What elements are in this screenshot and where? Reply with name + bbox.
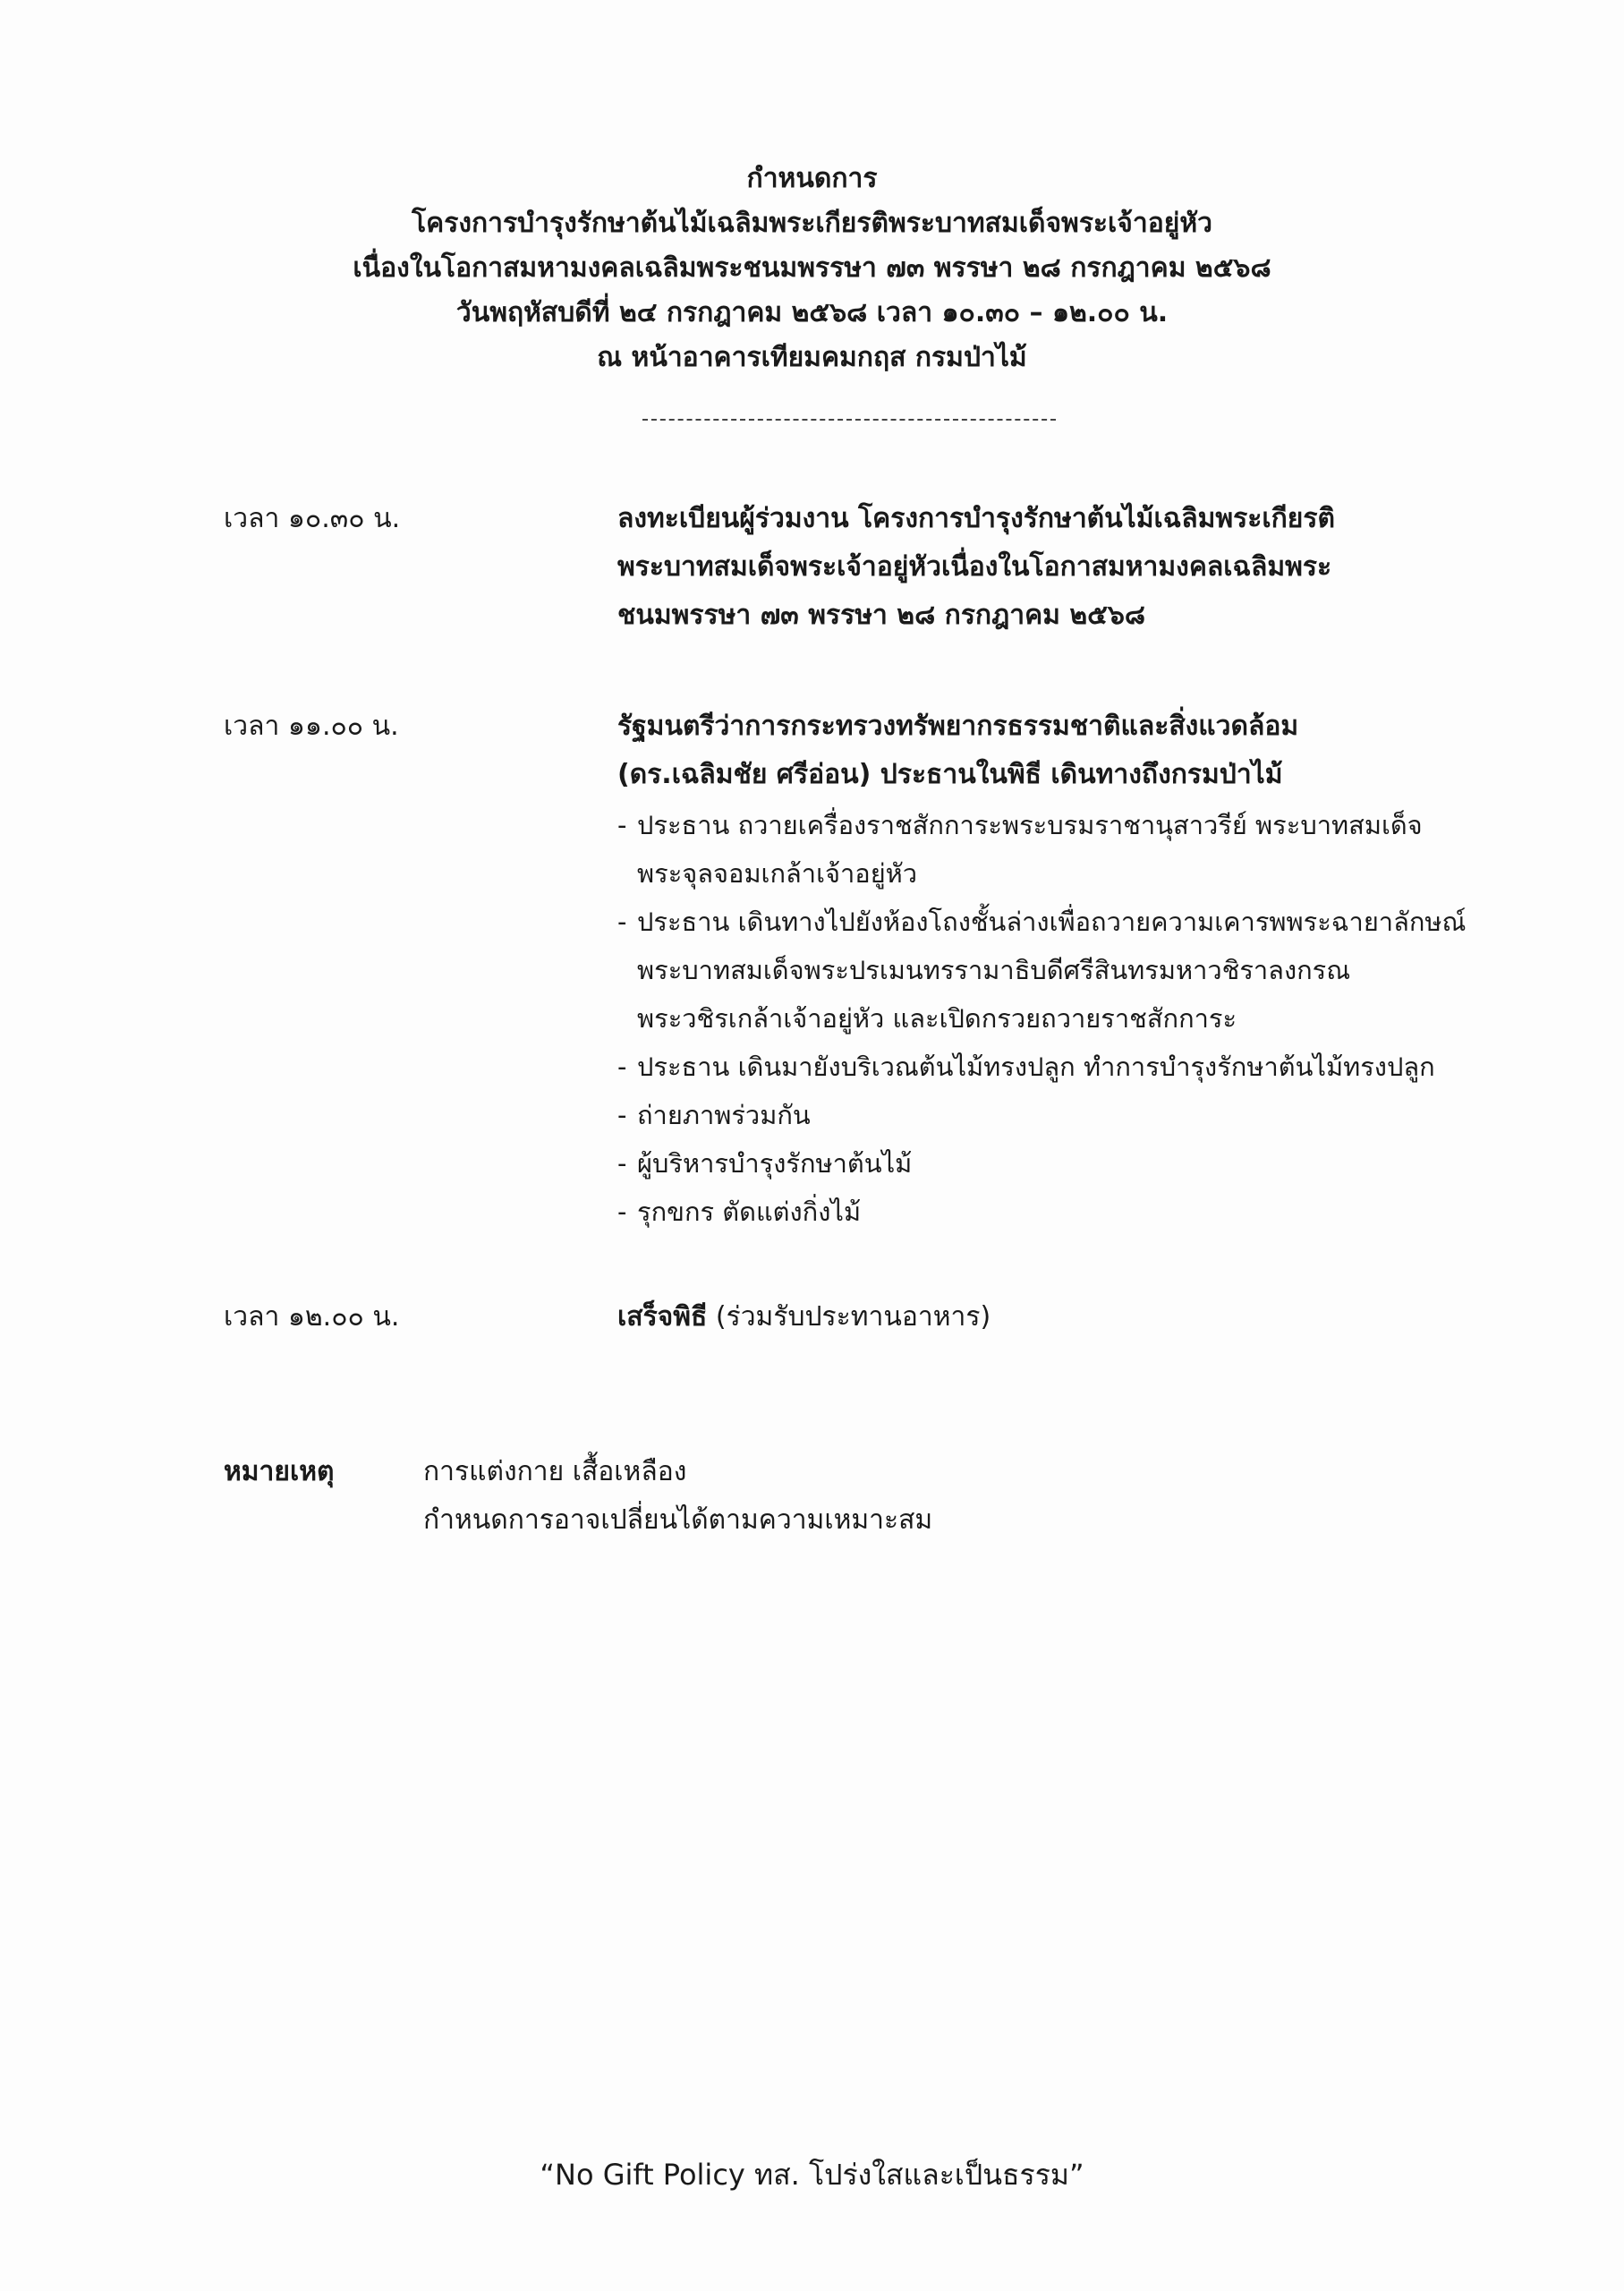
agenda-title-3 bbox=[617, 1293, 991, 1341]
list-item-line: พระวชิรเกล้าเจ้าอยู่หัว และเปิดกรวยถวายราชสักการะ bbox=[637, 1003, 1237, 1034]
agenda-title-1-line: ชนมพรรษา ๗๓ พรรษา ๒๘ กรกฎาคม ๒๕๖๘ bbox=[617, 600, 1146, 631]
remarks-text bbox=[423, 1448, 932, 1545]
bullet-dash: - bbox=[617, 1197, 627, 1227]
bullet-dash: - bbox=[617, 907, 627, 937]
header-title: กำหนดการ bbox=[746, 163, 878, 194]
header-occasion: เนื่องในโอกาสมหามงคลเฉลิมพระชนมพรรษา ๗๓ พรรษา ๒๘ กรกฎาคม ๒๕๖๘ bbox=[353, 252, 1271, 284]
list-item-line: พระบาทสมเด็จพระปรเมนทรรามาธิบดีศรีสินทรมหาวชิราลงกรณ bbox=[637, 955, 1351, 985]
list-item bbox=[617, 1139, 1530, 1188]
agenda-time-2: เวลา ๑๑.๐๐ น. bbox=[224, 711, 399, 742]
header-divider bbox=[642, 419, 1056, 421]
list-item-line: พระจุลจอมเกล้าเจ้าอยู่หัว bbox=[637, 858, 918, 889]
bullet-dash: - bbox=[617, 810, 627, 840]
agenda-time-1: เวลา ๑๐.๓๐ น. bbox=[224, 503, 401, 534]
header-date-time: วันพฤหัสบดีที่ ๒๔ กรกฎาคม ๒๕๖๘ เวลา ๑๐.๓๐ – ๑๒.๐๐ น. bbox=[455, 297, 1169, 328]
remarks-line: กำหนดการอาจเปลี่ยนได้ตามความเหมาะสม bbox=[423, 1504, 933, 1536]
list-item-line: ประธาน เดินมายังบริเวณต้นไม้ทรงปลูก ทำการบำรุงรักษาต้นไม้ทรงปลูก bbox=[637, 1052, 1435, 1082]
agenda-time-3: เวลา ๑๒.๐๐ น. bbox=[224, 1301, 400, 1333]
list-item-line: ผู้บริหารบำรุงรักษาต้นไม้ bbox=[637, 1148, 913, 1179]
agenda-title-2-line: (ดร.เฉลิมชัย ศรีอ่อน) ประธานในพิธี เดินทางถึงกรมป่าไม้ bbox=[617, 759, 1283, 790]
header-location: ณ หน้าอาคารเทียมคมกฤส กรมป่าไม้ bbox=[597, 342, 1027, 373]
closing-ceremony-label: เสร็จพิธี bbox=[617, 1301, 708, 1333]
header-project-name: โครงการบำรุงรักษาต้นไม้เฉลิมพระเกียรติพระบาทสมเด็จพระเจ้าอยู่หัว bbox=[412, 208, 1212, 239]
closing-ceremony-note: (ร่วมรับประทานอาหาร) bbox=[715, 1301, 991, 1333]
agenda-title-1-line: ลงทะเบียนผู้ร่วมงาน โครงการบำรุงรักษาต้นไม้เฉลิมพระเกียรติ bbox=[617, 503, 1335, 534]
schedule-header bbox=[0, 157, 1624, 380]
no-gift-policy-footer: “No Gift Policy ทส. โปร่งใสและเป็นธรรม” bbox=[540, 2158, 1084, 2192]
remarks-label: หมายเหตุ bbox=[224, 1456, 335, 1487]
list-item bbox=[617, 1043, 1530, 1091]
bullet-dash: - bbox=[617, 1052, 627, 1082]
bullet-dash: - bbox=[617, 1100, 627, 1130]
list-item-line: รุกขกร ตัดแต่งกิ่งไม้ bbox=[637, 1197, 862, 1227]
remarks-line: การแต่งกาย เสื้อเหลือง bbox=[423, 1456, 687, 1487]
list-item bbox=[617, 801, 1530, 898]
agenda-title-2 bbox=[617, 703, 1530, 799]
agenda-title-1 bbox=[617, 495, 1530, 640]
list-item bbox=[617, 1091, 1530, 1139]
agenda-title-2-line: รัฐมนตรีว่าการกระทรวงทรัพยากรธรรมชาติและสิ่งแวดล้อม bbox=[617, 711, 1299, 742]
list-item bbox=[617, 898, 1530, 1043]
bullet-dash: - bbox=[617, 1148, 627, 1179]
agenda-2-bullet-list bbox=[617, 801, 1530, 1236]
list-item-line: ประธาน เดินทางไปยังห้องโถงชั้นล่างเพื่อถวายความเคารพพระฉายาลักษณ์ bbox=[637, 907, 1467, 937]
list-item-line: ประธาน ถวายเครื่องราชสักการะพระบรมราชานุสาวรีย์ พระบาทสมเด็จ bbox=[637, 810, 1423, 840]
agenda-title-1-line: พระบาทสมเด็จพระเจ้าอยู่หัวเนื่องในโอกาสมหามงคลเฉลิมพระ bbox=[617, 551, 1332, 583]
list-item-line: ถ่ายภาพร่วมกัน bbox=[637, 1100, 811, 1130]
list-item bbox=[617, 1188, 1530, 1236]
